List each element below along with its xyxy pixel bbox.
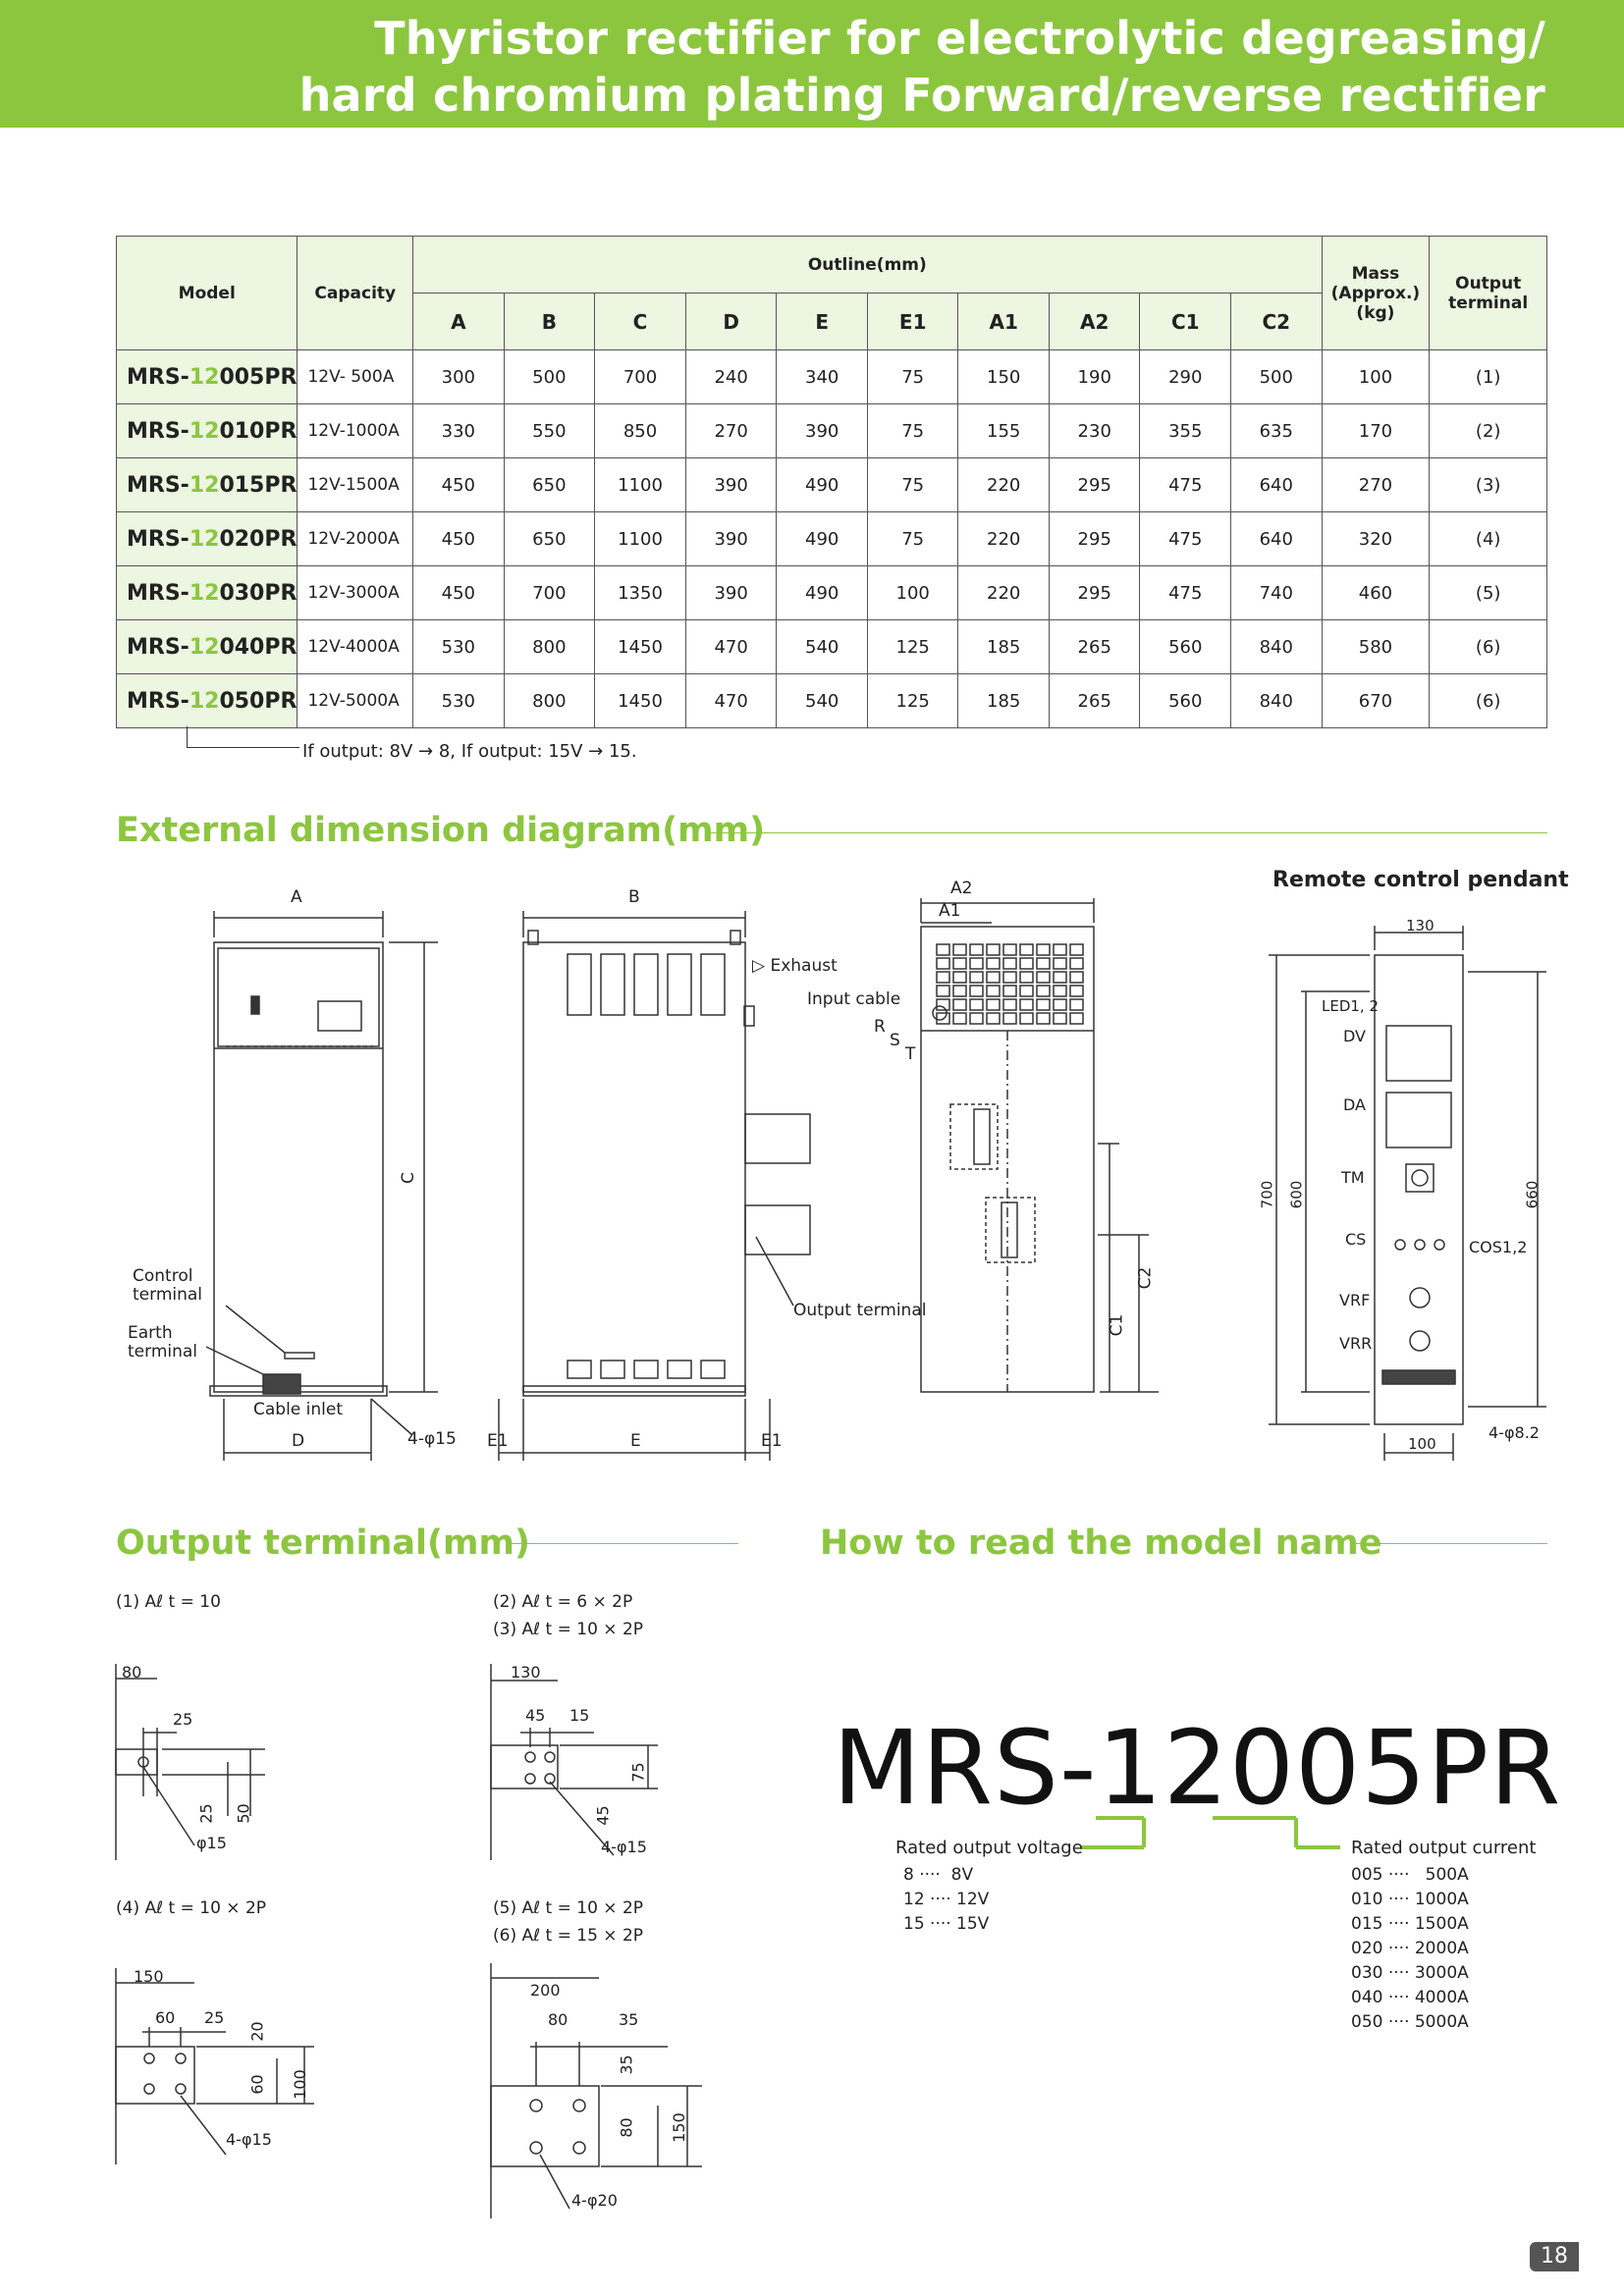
outline-cell: 125 xyxy=(867,674,958,728)
outline-cell: 270 xyxy=(685,404,777,458)
grille-cell xyxy=(1054,986,1066,996)
grille-cell xyxy=(1054,944,1066,955)
dim-label-D: D xyxy=(292,1431,305,1451)
vent-slot xyxy=(701,1361,725,1378)
grille-cell xyxy=(1037,1013,1050,1024)
list-item: 005 ···· 500A xyxy=(1351,1865,1469,1885)
outline-cell: 450 xyxy=(413,566,505,620)
mass-cell: 100 xyxy=(1322,350,1430,404)
list-item: 020 ···· 2000A xyxy=(1351,1939,1469,1958)
grille-cell xyxy=(1054,958,1066,969)
section-output-terminal: Output terminal(mm) xyxy=(116,1523,530,1563)
label-DA: DA xyxy=(1343,1095,1366,1114)
title-line-2: hard chromium plating Forward/reverse rectifier xyxy=(298,69,1545,122)
header-col-E: E xyxy=(777,294,868,350)
outline-cell: 490 xyxy=(777,458,868,512)
vent-slot xyxy=(668,1361,691,1378)
outline-cell: 150 xyxy=(958,350,1050,404)
side-view-drawing xyxy=(499,911,810,1461)
capacity-cell: 12V-3000A xyxy=(298,566,413,620)
header-col-C: C xyxy=(595,294,686,350)
dim-label-A: A xyxy=(291,887,302,907)
outline-cell: 265 xyxy=(1049,620,1140,674)
terminal-cell: (5) xyxy=(1430,566,1547,620)
t56-dim-4: 80 xyxy=(617,2117,636,2138)
outline-cell: 185 xyxy=(958,620,1050,674)
label-CS: CS xyxy=(1345,1230,1367,1249)
header-col-C2: C2 xyxy=(1231,294,1323,350)
mass-cell: 170 xyxy=(1322,404,1430,458)
t56-dim-2: 35 xyxy=(619,2010,639,2029)
t4-hole: 4-φ15 xyxy=(226,2130,272,2149)
dim-label-A1: A1 xyxy=(939,901,961,921)
outline-cell: 850 xyxy=(595,404,686,458)
t23-dim-1: 45 xyxy=(525,1706,546,1725)
capacity-cell: 12V-1500A xyxy=(298,458,413,512)
model-prefix: MRS- xyxy=(127,472,189,498)
terminal-5-title: (5) Aℓ t = 10 × 2P xyxy=(493,1898,644,1918)
outline-cell: 640 xyxy=(1231,512,1323,566)
list-item: 015 ···· 1500A xyxy=(1351,1914,1469,1934)
capacity-cell: 12V-1000A xyxy=(298,404,413,458)
mass-cell: 270 xyxy=(1322,458,1430,512)
terminal-1-title: (1) Aℓ t = 10 xyxy=(116,1592,221,1612)
header-capacity: Capacity xyxy=(298,237,413,350)
front-view-drawing xyxy=(206,911,438,1461)
outline-cell: 390 xyxy=(685,458,777,512)
model-suffix: 020PR xyxy=(219,526,298,552)
table-note: If output: 8V → 8, If output: 15V → 15. xyxy=(302,741,637,762)
grille-cell xyxy=(987,944,1000,955)
terminal-cell: (6) xyxy=(1430,620,1547,674)
model-voltage-code: 12 xyxy=(189,364,220,390)
t4-dim-1: 60 xyxy=(155,2008,176,2027)
t1-dim-w: 80 xyxy=(122,1663,142,1682)
header-col-A: A xyxy=(413,294,505,350)
outline-cell: 740 xyxy=(1231,566,1323,620)
header-col-D: D xyxy=(685,294,777,350)
outline-cell: 295 xyxy=(1049,458,1140,512)
outline-cell: 1450 xyxy=(595,620,686,674)
outline-cell: 650 xyxy=(504,512,595,566)
section-how-to-read: How to read the model name xyxy=(820,1523,1382,1563)
terminal-cell: (4) xyxy=(1430,512,1547,566)
outline-cell: 1100 xyxy=(595,512,686,566)
outline-cell: 220 xyxy=(958,512,1050,566)
capacity-cell: 12V- 500A xyxy=(298,350,413,404)
title-line-1: Thyristor rectifier for electrolytic degreasing/ xyxy=(374,12,1545,65)
header-outline: Outline(mm) xyxy=(413,237,1322,294)
outline-cell: 75 xyxy=(867,404,958,458)
dim-label-E1-right: E1 xyxy=(761,1431,783,1451)
grille-cell xyxy=(987,972,1000,983)
header-col-A1: A1 xyxy=(958,294,1050,350)
grille-cell xyxy=(937,972,949,983)
model-suffix: 040PR xyxy=(219,634,298,660)
t56-dim-1: 80 xyxy=(548,2010,568,2029)
outline-cell: 540 xyxy=(777,674,868,728)
t1-dim-3: 50 xyxy=(234,1803,253,1824)
model-prefix: MRS- xyxy=(127,580,189,606)
terminal-cell: (1) xyxy=(1430,350,1547,404)
dim-label-C1: C1 xyxy=(1107,1313,1127,1337)
t23-dim-w: 130 xyxy=(511,1663,541,1682)
t1-dim-1: 25 xyxy=(173,1710,193,1729)
grille-cell xyxy=(987,999,1000,1010)
voltage-list xyxy=(903,1863,989,1937)
grille-cell xyxy=(1037,986,1050,996)
dim-label-660: 660 xyxy=(1523,1180,1542,1209)
outline-cell: 530 xyxy=(413,620,505,674)
terminal-1-drawing xyxy=(116,1664,265,1860)
grille-cell xyxy=(953,944,966,955)
capacity-cell: 12V-2000A xyxy=(298,512,413,566)
grille-cell xyxy=(1020,986,1033,996)
outline-cell: 190 xyxy=(1049,350,1140,404)
grille-cell xyxy=(953,972,966,983)
outline-cell: 75 xyxy=(867,458,958,512)
outline-cell: 840 xyxy=(1231,620,1323,674)
model-prefix: MRS- xyxy=(127,634,189,660)
label-hole-4: 4-φ15 xyxy=(407,1429,457,1449)
vent-slot xyxy=(668,954,691,1015)
grille-cell xyxy=(970,972,983,983)
grille-cell xyxy=(970,999,983,1010)
remote-pendant-drawing xyxy=(1269,926,1546,1461)
terminal-4-title: (4) Aℓ t = 10 × 2P xyxy=(116,1898,267,1918)
grille-cell xyxy=(970,944,983,955)
outline-cell: 185 xyxy=(958,674,1050,728)
label-DV: DV xyxy=(1343,1027,1366,1045)
remote-pendant-title: Remote control pendant xyxy=(1272,868,1569,892)
outline-cell: 490 xyxy=(777,566,868,620)
current-label: Rated output current xyxy=(1351,1838,1537,1858)
list-item: 030 ···· 3000A xyxy=(1351,1963,1469,1983)
outline-cell: 100 xyxy=(867,566,958,620)
label-S: S xyxy=(890,1031,900,1050)
list-item: 010 ···· 1000A xyxy=(1351,1890,1469,1909)
header-col-B: B xyxy=(504,294,595,350)
grille-cell xyxy=(970,958,983,969)
capacity-cell: 12V-5000A xyxy=(298,674,413,728)
outline-cell: 490 xyxy=(777,512,868,566)
terminal-4-drawing xyxy=(116,1968,314,2164)
model-prefix: MRS- xyxy=(127,364,189,390)
label-VRR: VRR xyxy=(1339,1334,1373,1353)
dim-label-E1-left: E1 xyxy=(487,1431,509,1451)
vent-slot xyxy=(634,1361,658,1378)
outline-cell: 155 xyxy=(958,404,1050,458)
outline-cell: 240 xyxy=(685,350,777,404)
grille-cell xyxy=(987,986,1000,996)
header-col-E1: E1 xyxy=(867,294,958,350)
grille-cell xyxy=(1070,986,1083,996)
outline-cell: 1450 xyxy=(595,674,686,728)
grille-cell xyxy=(1003,972,1016,983)
label-cable-inlet: Cable inlet xyxy=(253,1400,344,1419)
vent-slot xyxy=(634,954,658,1015)
t56-dim-5: 150 xyxy=(669,2112,688,2143)
terminal-2-title: (2) Aℓ t = 6 × 2P xyxy=(493,1592,633,1612)
terminal-cell: (3) xyxy=(1430,458,1547,512)
outline-cell: 800 xyxy=(504,674,595,728)
outline-cell: 340 xyxy=(777,350,868,404)
label-input-cable: Input cable xyxy=(807,989,901,1009)
grille-cell xyxy=(937,999,949,1010)
grille-cell xyxy=(1070,972,1083,983)
outline-cell: 530 xyxy=(413,674,505,728)
grille-cell xyxy=(953,986,966,996)
model-voltage-code: 12 xyxy=(189,688,220,714)
model-suffix: 050PR xyxy=(219,688,298,714)
current-list xyxy=(1351,1863,1469,2035)
model-prefix: MRS- xyxy=(127,688,189,714)
grille-cell xyxy=(953,999,966,1010)
vent-slot xyxy=(568,954,591,1015)
outline-cell: 390 xyxy=(685,566,777,620)
header-col-C1: C1 xyxy=(1140,294,1231,350)
dim-label-A2: A2 xyxy=(950,879,973,898)
header-col-A2: A2 xyxy=(1049,294,1140,350)
grille-cell xyxy=(1020,972,1033,983)
outline-cell: 220 xyxy=(958,458,1050,512)
grille-cell xyxy=(1054,1013,1066,1024)
dim-label-E: E xyxy=(630,1431,641,1451)
outline-cell: 75 xyxy=(867,512,958,566)
model-voltage-code: 12 xyxy=(189,634,220,660)
t56-dim-3: 35 xyxy=(617,2055,636,2075)
outline-cell: 475 xyxy=(1140,512,1231,566)
grille-cell xyxy=(937,986,949,996)
outline-cell: 330 xyxy=(413,404,505,458)
grille-cell xyxy=(1003,986,1016,996)
capacity-cell: 12V-4000A xyxy=(298,620,413,674)
dim-label-C: C xyxy=(398,1172,418,1184)
list-item: 040 ···· 4000A xyxy=(1351,1988,1469,2007)
dim-label-130: 130 xyxy=(1406,917,1435,934)
header-model: Model xyxy=(117,237,298,350)
label-TM: TM xyxy=(1341,1168,1365,1187)
t23-dim-3: 75 xyxy=(628,1762,648,1783)
grille-cell xyxy=(987,1013,1000,1024)
outline-cell: 450 xyxy=(413,512,505,566)
outline-cell: 560 xyxy=(1140,674,1231,728)
grille-cell xyxy=(1003,1013,1016,1024)
grille-cell xyxy=(1020,1013,1033,1024)
outline-cell: 450 xyxy=(413,458,505,512)
outline-cell: 540 xyxy=(777,620,868,674)
grille-cell xyxy=(937,944,949,955)
grille-cell xyxy=(970,986,983,996)
terminal-6-title: (6) Aℓ t = 15 × 2P xyxy=(493,1926,644,1946)
grille-cell xyxy=(970,1013,983,1024)
t4-dim-2: 25 xyxy=(204,2008,225,2027)
outline-cell: 300 xyxy=(413,350,505,404)
grille-cell xyxy=(1020,999,1033,1010)
grille-cell xyxy=(1070,999,1083,1010)
label-COS: COS1,2 xyxy=(1469,1238,1528,1256)
outline-cell: 500 xyxy=(1231,350,1323,404)
list-item: 8 ···· 8V xyxy=(903,1865,974,1885)
t23-dim-4: 45 xyxy=(593,1805,613,1826)
label-LED: LED1, 2 xyxy=(1322,997,1380,1015)
dim-label-C2: C2 xyxy=(1135,1266,1156,1290)
t1-hole: φ15 xyxy=(196,1834,227,1852)
label-VRF: VRF xyxy=(1339,1291,1371,1309)
grille-cell xyxy=(1070,958,1083,969)
grille-cell xyxy=(1020,944,1033,955)
model-name-example: MRS-12005PR xyxy=(833,1708,1562,1828)
outline-cell: 290 xyxy=(1140,350,1231,404)
vent-slot xyxy=(601,954,624,1015)
vent-slot xyxy=(568,1361,591,1378)
grille-cell xyxy=(987,958,1000,969)
outline-cell: 650 xyxy=(504,458,595,512)
header-output-terminal: Output terminal xyxy=(1430,237,1547,350)
grille-cell xyxy=(1054,972,1066,983)
outline-cell: 75 xyxy=(867,350,958,404)
grille-cell xyxy=(1037,999,1050,1010)
vent-slot xyxy=(601,1361,624,1378)
mass-cell: 670 xyxy=(1322,674,1430,728)
label-earth-terminal: terminal xyxy=(128,1342,198,1362)
outline-cell: 265 xyxy=(1049,674,1140,728)
grille-cell xyxy=(1003,999,1016,1010)
dim-label-100: 100 xyxy=(1408,1435,1436,1453)
model-suffix: 015PR xyxy=(219,472,298,498)
mass-cell: 320 xyxy=(1322,512,1430,566)
grille-cell xyxy=(1070,944,1083,955)
list-item: 12 ···· 12V xyxy=(903,1890,990,1909)
outline-cell: 700 xyxy=(504,566,595,620)
model-suffix: 030PR xyxy=(219,580,298,606)
outline-cell: 840 xyxy=(1231,674,1323,728)
model-voltage-code: 12 xyxy=(189,472,220,498)
outline-cell: 470 xyxy=(685,674,777,728)
grille-cell xyxy=(1003,958,1016,969)
vent-slot xyxy=(701,954,725,1015)
list-item: 050 ···· 5000A xyxy=(1351,2012,1469,2032)
outline-cell: 390 xyxy=(685,512,777,566)
outline-cell: 220 xyxy=(958,566,1050,620)
terminal-cell: (6) xyxy=(1430,674,1547,728)
model-prefix: MRS- xyxy=(127,418,189,444)
model-suffix: 010PR xyxy=(219,418,298,444)
grille-cell xyxy=(1037,958,1050,969)
dim-label-700: 700 xyxy=(1258,1180,1276,1209)
model-voltage-code: 12 xyxy=(189,580,220,606)
label-exhaust: ▷ Exhaust xyxy=(752,956,838,976)
label-output-terminal: Output terminal xyxy=(793,1301,927,1320)
dim-label-600: 600 xyxy=(1287,1180,1306,1209)
terminal-cell: (2) xyxy=(1430,404,1547,458)
outline-cell: 295 xyxy=(1049,512,1140,566)
outline-cell: 1100 xyxy=(595,458,686,512)
grille-cell xyxy=(953,958,966,969)
label-hole-pendant: 4-φ8.2 xyxy=(1489,1423,1540,1442)
outline-cell: 500 xyxy=(504,350,595,404)
terminal-5-6-drawing xyxy=(491,1963,702,2218)
outline-cell: 700 xyxy=(595,350,686,404)
t23-dim-2: 15 xyxy=(569,1706,590,1725)
grille-cell xyxy=(1054,999,1066,1010)
outline-cell: 800 xyxy=(504,620,595,674)
outline-cell: 230 xyxy=(1049,404,1140,458)
outline-cell: 470 xyxy=(685,620,777,674)
outline-cell: 475 xyxy=(1140,566,1231,620)
grille-cell xyxy=(1070,1013,1083,1024)
outline-cell: 640 xyxy=(1231,458,1323,512)
header-mass: Mass (Approx.) (kg) xyxy=(1322,237,1430,350)
section-external-dimension: External dimension diagram(mm) xyxy=(116,811,766,850)
list-item: 15 ···· 15V xyxy=(903,1914,990,1934)
t23-hole: 4-φ15 xyxy=(601,1838,647,1856)
grille-cell xyxy=(1037,944,1050,955)
t4-dim-3: 20 xyxy=(247,2021,267,2042)
t4-dim-5: 100 xyxy=(290,2069,309,2100)
outline-cell: 475 xyxy=(1140,458,1231,512)
t4-dim-w: 150 xyxy=(134,1967,164,1986)
page-number: 18 xyxy=(1530,2242,1579,2271)
outline-cell: 295 xyxy=(1049,566,1140,620)
voltage-label: Rated output voltage xyxy=(895,1838,1083,1858)
t56-hole: 4-φ20 xyxy=(571,2191,618,2210)
grille-cell xyxy=(1020,958,1033,969)
outline-cell: 390 xyxy=(777,404,868,458)
grille-cell xyxy=(1003,944,1016,955)
model-prefix: MRS- xyxy=(127,526,189,552)
label-T: T xyxy=(905,1044,916,1064)
label-control-terminal: terminal xyxy=(133,1285,203,1305)
grille-cell xyxy=(953,1013,966,1024)
dim-label-B: B xyxy=(628,887,640,907)
outline-cell: 1350 xyxy=(595,566,686,620)
terminal-3-title: (3) Aℓ t = 10 × 2P xyxy=(493,1620,644,1639)
t56-dim-w: 200 xyxy=(530,1981,561,2000)
label-R: R xyxy=(874,1017,886,1037)
model-voltage-code: 12 xyxy=(189,418,220,444)
outline-cell: 635 xyxy=(1231,404,1323,458)
outline-cell: 550 xyxy=(504,404,595,458)
outline-cell: 560 xyxy=(1140,620,1231,674)
mass-cell: 580 xyxy=(1322,620,1430,674)
mass-cell: 460 xyxy=(1322,566,1430,620)
outline-cell: 355 xyxy=(1140,404,1231,458)
t1-dim-2: 25 xyxy=(196,1803,216,1824)
model-suffix: 005PR xyxy=(219,364,298,390)
grille-cell xyxy=(937,958,949,969)
model-voltage-code: 12 xyxy=(189,526,220,552)
label-control: Control xyxy=(133,1266,193,1286)
grille-cell xyxy=(1037,972,1050,983)
label-earth: Earth xyxy=(128,1323,173,1343)
outline-cell: 125 xyxy=(867,620,958,674)
t4-dim-4: 60 xyxy=(247,2074,267,2095)
